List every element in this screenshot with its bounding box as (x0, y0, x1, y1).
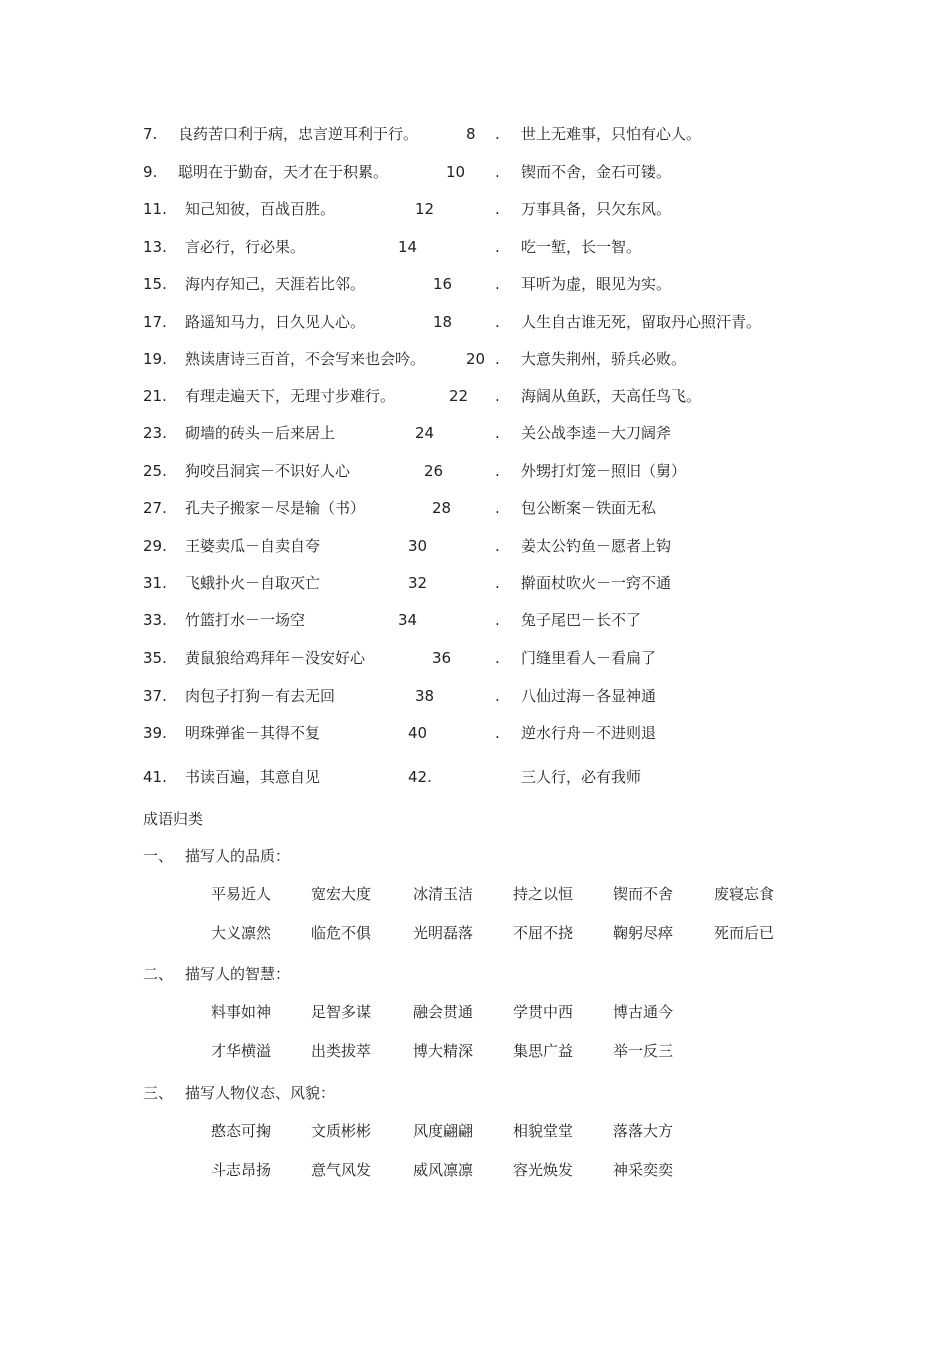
proverb-number: 29. (143, 537, 167, 555)
idiom: 不屈不挠 (513, 924, 574, 942)
proverb-row (0, 422, 950, 444)
idiom: 宽宏大度 (311, 885, 372, 903)
proverb-number: 27. (143, 499, 167, 517)
idiom: 博古通今 (613, 1003, 674, 1021)
category-title: 描写人的智慧： (185, 965, 291, 983)
proverb-text: 姜太公钓鱼－愿者上钩 (521, 537, 672, 555)
idiom: 死而后已 (714, 924, 775, 942)
proverb-row (0, 685, 950, 707)
idiom: 出类拔萃 (311, 1042, 372, 1060)
proverb-number: 17. (143, 313, 167, 331)
idiom: 意气风发 (311, 1161, 372, 1179)
proverb-text: 言必行，行必果。 (185, 238, 306, 256)
idiom: 临危不俱 (311, 924, 372, 942)
proverb-separator: . (495, 574, 500, 592)
idiom: 冰清玉洁 (413, 885, 474, 903)
proverb-number: 38 (415, 687, 435, 705)
proverb-row (0, 766, 950, 788)
category-number: 二、 (143, 965, 174, 983)
proverb-number: 31. (143, 574, 167, 592)
proverb-separator: . (495, 537, 500, 555)
idiom: 集思广益 (513, 1042, 574, 1060)
proverb-number: 15. (143, 275, 167, 293)
proverb-number: 37. (143, 687, 167, 705)
proverb-row (0, 647, 950, 669)
proverb-row (0, 535, 950, 557)
category-number: 三、 (143, 1084, 174, 1102)
proverb-text: 大意失荆州，骄兵必败。 (521, 350, 687, 368)
proverb-text: 门缝里看人－看扁了 (521, 649, 657, 667)
proverb-text: 孔夫子搬家－尽是输（书） (185, 499, 366, 517)
proverb-number: 7. (143, 125, 158, 143)
idiom: 斗志昂扬 (211, 1161, 272, 1179)
proverb-separator: . (495, 724, 500, 742)
proverb-number: 10 (446, 163, 466, 181)
proverb-text: 锲而不舍，金石可镂。 (521, 163, 672, 181)
proverb-text: 海内存知己，天涯若比邻。 (185, 275, 366, 293)
proverb-separator: . (495, 499, 500, 517)
proverb-separator: . (495, 387, 500, 405)
idiom: 持之以恒 (513, 885, 574, 903)
proverb-number: 23. (143, 424, 167, 442)
proverb-text: 人生自古谁无死，留取丹心照汗青。 (521, 313, 762, 331)
proverb-text: 良药苦口利于病，忠言逆耳利于行。 (178, 125, 419, 143)
proverb-row (0, 273, 950, 295)
proverb-separator: . (495, 611, 500, 629)
proverb-text: 黄鼠狼给鸡拜年－没安好心 (185, 649, 366, 667)
proverb-text: 路遥知马力，日久见人心。 (185, 313, 366, 331)
proverb-text: 兔子尾巴－长不了 (521, 611, 642, 629)
proverb-text: 包公断案－铁面无私 (521, 499, 657, 517)
proverb-text: 竹篮打水－一场空 (185, 611, 306, 629)
idiom: 举一反三 (613, 1042, 674, 1060)
proverb-number: 30 (408, 537, 428, 555)
proverb-text: 八仙过海－各显神通 (521, 687, 657, 705)
proverb-text: 熟读唐诗三百首，不会写来也会吟。 (185, 350, 426, 368)
proverb-number: 25. (143, 462, 167, 480)
proverb-number: 9. (143, 163, 158, 181)
proverb-number: 21. (143, 387, 167, 405)
proverb-text: 狗咬吕洞宾－不识好人心 (185, 462, 351, 480)
proverb-text: 吃一堑，长一智。 (521, 238, 642, 256)
idiom: 文质彬彬 (311, 1122, 372, 1140)
idiom: 风度翩翩 (413, 1122, 474, 1140)
proverb-number: 42. (408, 768, 432, 786)
proverb-separator: . (495, 275, 500, 293)
proverb-text: 聪明在于勤奋，天才在于积累。 (178, 163, 389, 181)
proverb-row (0, 311, 950, 333)
proverb-row (0, 198, 950, 220)
proverb-text: 三人行，必有我师 (521, 768, 642, 786)
idiom: 锲而不舍 (613, 885, 674, 903)
idiom: 威风凛凛 (413, 1161, 474, 1179)
proverb-number: 39. (143, 724, 167, 742)
proverb-text: 耳听为虚，眼见为实。 (521, 275, 672, 293)
proverb-text: 万事具备，只欠东风。 (521, 200, 672, 218)
proverb-number: 22 (449, 387, 469, 405)
proverb-text: 有理走遍天下，无理寸步难行。 (185, 387, 396, 405)
proverb-row (0, 609, 950, 631)
proverb-separator: . (495, 350, 500, 368)
proverb-text: 外甥打灯笼－照旧（舅） (521, 462, 687, 480)
proverb-separator: . (495, 313, 500, 331)
proverb-number: 13. (143, 238, 167, 256)
idiom: 学贯中西 (513, 1003, 574, 1021)
idiom: 平易近人 (211, 885, 272, 903)
idiom: 料事如神 (211, 1003, 272, 1021)
proverb-text: 王婆卖瓜－自卖自夸 (185, 537, 321, 555)
proverb-number: 41. (143, 768, 167, 786)
proverb-separator: . (495, 687, 500, 705)
proverb-number: 14 (398, 238, 418, 256)
category-title: 描写人的品质： (185, 847, 291, 865)
proverb-separator: . (495, 125, 500, 143)
proverb-separator: . (495, 163, 500, 181)
proverb-separator: . (495, 200, 500, 218)
proverb-text: 砌墙的砖头－后来居上 (185, 424, 336, 442)
proverb-number: 19. (143, 350, 167, 368)
proverb-row (0, 161, 950, 183)
category-number: 一、 (143, 847, 174, 865)
proverb-separator: . (495, 238, 500, 256)
proverb-separator: . (495, 424, 500, 442)
proverb-number: 32 (408, 574, 428, 592)
idiom: 融会贯通 (413, 1003, 474, 1021)
category-title: 描写人物仪态、风貌： (185, 1084, 336, 1102)
proverb-row (0, 348, 950, 370)
idiom: 落落大方 (613, 1122, 674, 1140)
proverb-separator: . (495, 649, 500, 667)
proverb-number: 28 (432, 499, 452, 517)
proverb-number: 33. (143, 611, 167, 629)
proverb-row (0, 236, 950, 258)
idiom: 鞠躬尽瘁 (613, 924, 674, 942)
proverb-number: 12 (415, 200, 435, 218)
proverb-text: 肉包子打狗－有去无回 (185, 687, 336, 705)
idiom: 足智多谋 (311, 1003, 372, 1021)
proverb-text: 明珠弹雀－其得不复 (185, 724, 321, 742)
proverb-text: 海阔从鱼跃，天高任鸟飞。 (521, 387, 702, 405)
proverb-text: 书读百遍，其意自见 (185, 768, 321, 786)
proverb-number: 36 (432, 649, 452, 667)
proverb-text: 逆水行舟－不进则退 (521, 724, 657, 742)
idiom: 废寝忘食 (714, 885, 775, 903)
proverb-text: 知己知彼，百战百胜。 (185, 200, 336, 218)
proverb-row (0, 460, 950, 482)
proverb-row (0, 123, 950, 145)
idiom: 光明磊落 (413, 924, 474, 942)
proverb-text: 擀面杖吹火－一窍不通 (521, 574, 672, 592)
idiom: 博大精深 (413, 1042, 474, 1060)
proverb-number: 34 (398, 611, 418, 629)
section-title: 成语归类 (143, 810, 204, 828)
proverb-number: 18 (433, 313, 453, 331)
idiom: 相貌堂堂 (513, 1122, 574, 1140)
proverb-number: 8 (466, 125, 476, 143)
proverb-number: 40 (408, 724, 428, 742)
proverb-number: 35. (143, 649, 167, 667)
idiom: 容光焕发 (513, 1161, 574, 1179)
proverb-separator: . (495, 462, 500, 480)
proverb-number: 24 (415, 424, 435, 442)
idiom: 大义凛然 (211, 924, 272, 942)
proverb-number: 11. (143, 200, 167, 218)
proverb-text: 世上无难事，只怕有心人。 (521, 125, 702, 143)
idiom: 憨态可掬 (211, 1122, 272, 1140)
proverb-number: 20 (466, 350, 486, 368)
proverb-number: 16 (433, 275, 453, 293)
idiom: 才华横溢 (211, 1042, 272, 1060)
proverb-row (0, 385, 950, 407)
proverb-text: 飞蛾扑火－自取灭亡 (185, 574, 321, 592)
idiom: 神采奕奕 (613, 1161, 674, 1179)
proverb-row (0, 572, 950, 594)
proverb-row (0, 722, 950, 744)
proverb-row (0, 497, 950, 519)
proverb-text: 关公战李逵－大刀阔斧 (521, 424, 672, 442)
proverb-number: 26 (424, 462, 444, 480)
